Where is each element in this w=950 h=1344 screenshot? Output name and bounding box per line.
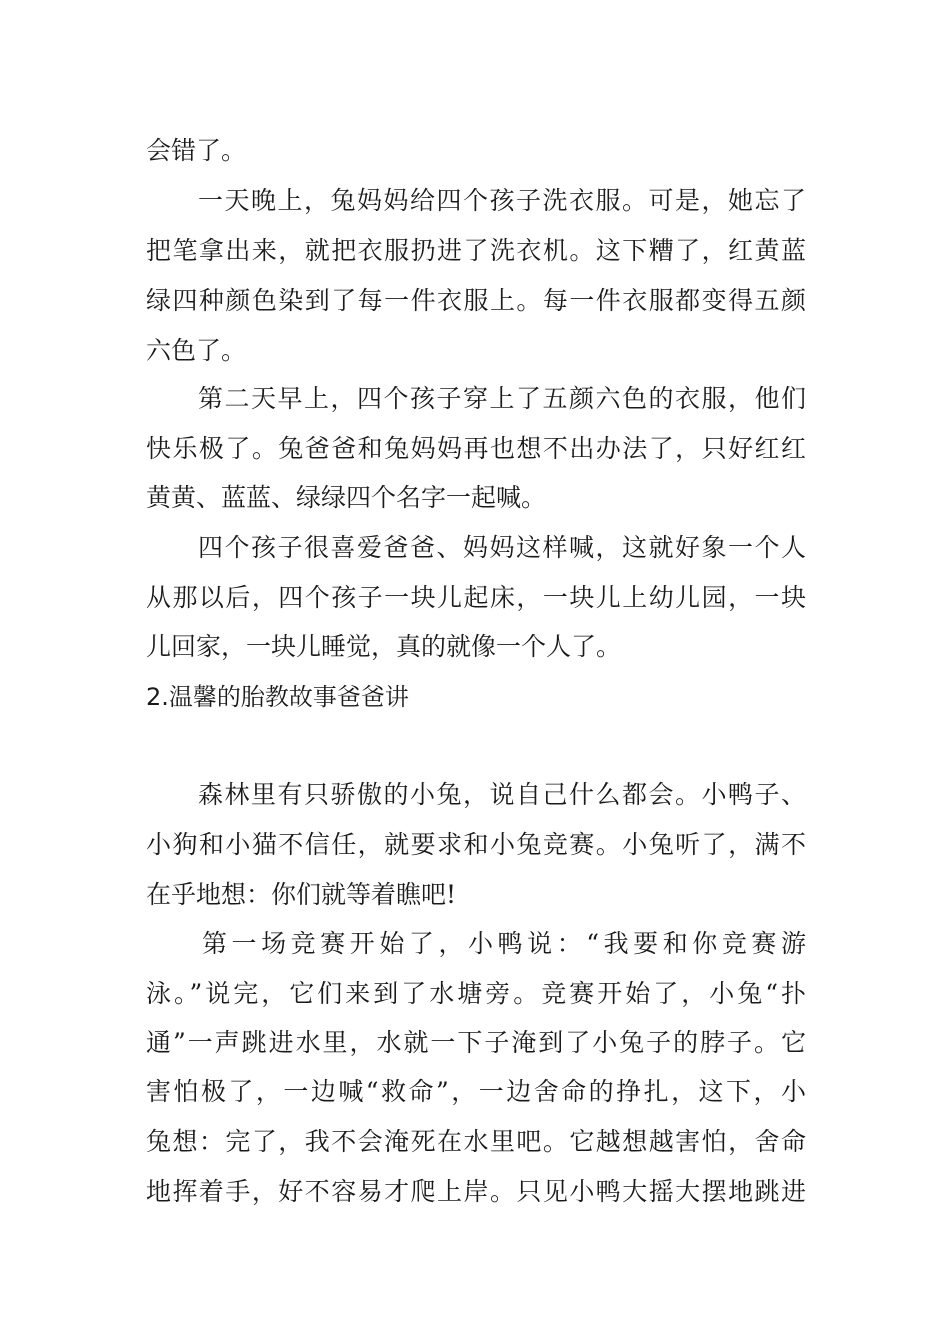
text-line: 四个孩子很喜爱爸爸、妈妈这样喊，这就好象一个人 [198,533,806,562]
text-line: 第二天早上，四个孩子穿上了五颜六色的衣服，他们 [198,384,806,413]
text-line: 害怕极了，一边喊“救命”，一边舍命的挣扎，这下，小 [146,1077,806,1106]
text-line: 儿回家，一块儿睡觉，真的就像一个人了。 [146,632,622,661]
text-line: 兔想：完了，我不会淹死在水里吧。它越想越害怕，舍命 [146,1127,806,1156]
text-line: 把笔拿出来，就把衣服扔进了洗衣机。这下糟了，红黄蓝 [146,236,806,265]
text-line: 会错了。 [146,136,247,165]
text-line: 通”一声跳进水里，水就一下子淹到了小兔子的脖子。它 [146,1028,806,1057]
text-line: 一天晚上，兔妈妈给四个孩子洗衣服。可是，她忘了 [198,186,806,215]
text-line: 森林里有只骄傲的小兔，说自己什么都会。小鸭子、 [198,780,806,809]
text-line: 第一场竞赛开始了，小鸭说：“我要和你竞赛游 [202,929,806,958]
text-line: 绿四种颜色染到了每一件衣服上。每一件衣服都变得五颜 [146,286,806,315]
text-line: 黄黄、蓝蓝、绿绿四个名字一起喊。 [146,483,547,512]
section-heading: 2.温馨的胎教故事爸爸讲 [146,683,409,711]
text-line: 在乎地想：你们就等着瞧吧! [146,880,457,909]
text-line: 泳。”说完，它们来到了水塘旁。竞赛开始了，小兔“扑 [146,979,806,1008]
text-line: 快乐极了。兔爸爸和兔妈妈再也想不出办法了，只好红红 [146,434,806,463]
text-line: 六色了。 [146,336,247,365]
text-line: 地挥着手，好不容易才爬上岸。只见小鸭大摇大摆地跳进 [146,1177,806,1206]
text-line: 小狗和小猫不信任，就要求和小兔竞赛。小兔听了，满不 [146,830,806,859]
text-line: 从那以后，四个孩子一块儿起床，一块儿上幼儿园，一块 [146,583,806,612]
